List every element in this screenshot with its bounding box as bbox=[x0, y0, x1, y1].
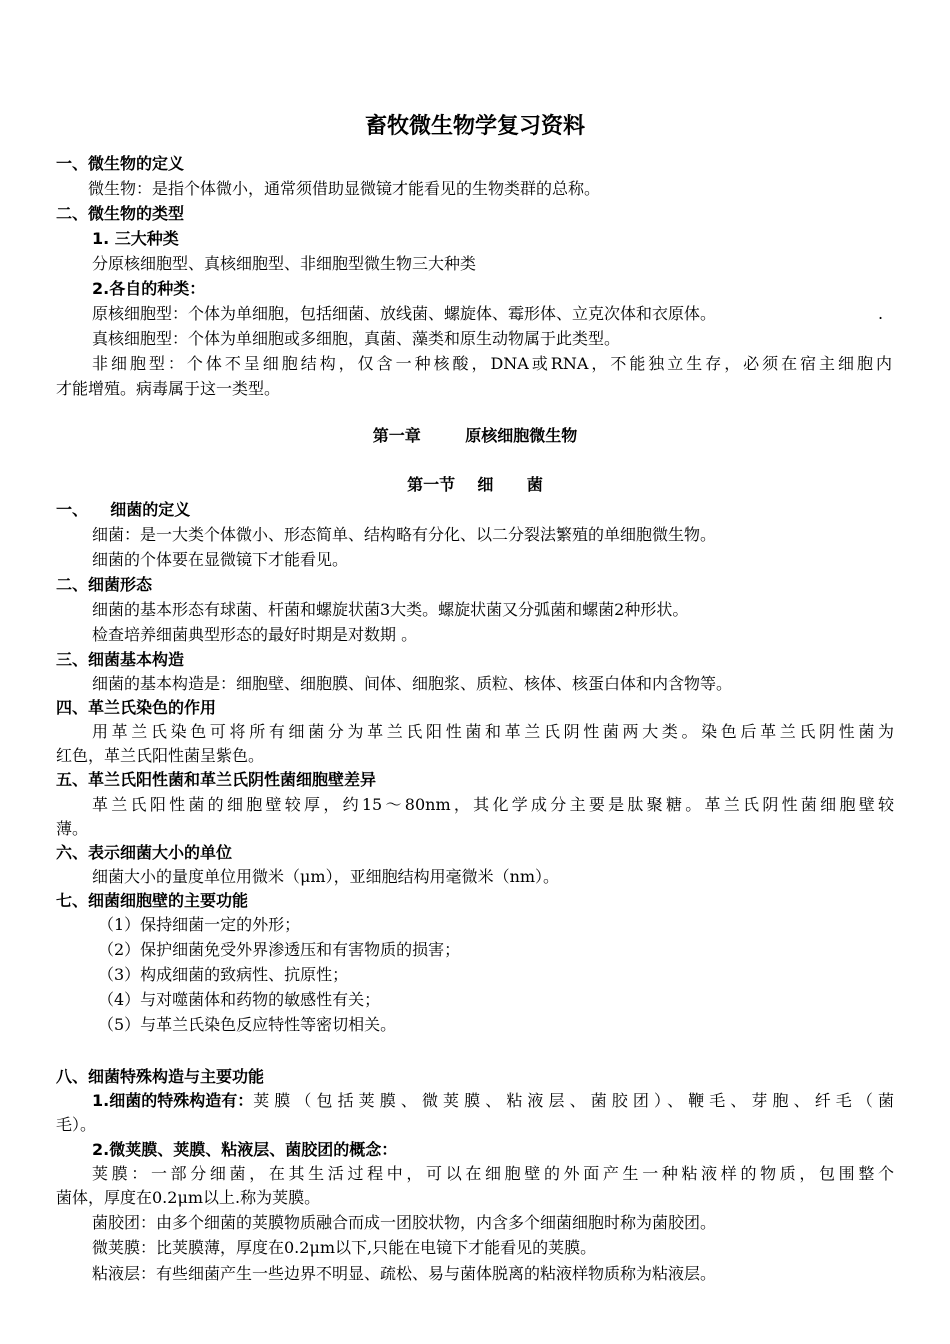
paragraph: 微生物：是指个体微小，通常须借助显微镜才能看见的生物类群的总称。 bbox=[88, 179, 601, 198]
document-title: 畜牧微生物学复习资料 bbox=[364, 114, 585, 139]
heading-special-structures: 八、细菌特殊构造与主要功能 bbox=[56, 1067, 265, 1086]
section-heading: 第一节 细 菌 bbox=[407, 475, 543, 494]
paragraph: 用革兰氏染色可将所有细菌分为革兰氏阳性菌和革兰氏阴性菌两大类。染色后革兰氏阴性菌为 bbox=[92, 722, 894, 741]
heading-microbe-definition: 一、微生物的定义 bbox=[56, 154, 185, 173]
paragraph-continued: 红色，革兰氏阳性菌呈紫色。 bbox=[56, 746, 265, 765]
paragraph-special-structures bbox=[92, 1089, 894, 1113]
list-item: （3）构成细菌的致病性、抗原性； bbox=[98, 965, 349, 984]
heading-size-units: 六、表示细菌大小的单位 bbox=[56, 843, 233, 862]
paragraph: 细菌的基本形态有球菌、杆菌和螺旋状菌3大类。螺旋状菌又分弧菌和螺菌2种形状。 bbox=[92, 600, 689, 619]
paragraph: 细菌的个体要在显微镜下才能看见。 bbox=[92, 550, 349, 569]
paragraph: 荚膜：一部分细菌，在其生活过程中，可以在细胞壁的外面产生一种粘液样的物质，包围整个 bbox=[92, 1164, 894, 1183]
paragraph: 真核细胞型：个体为单细胞或多细胞，真菌、藻类和原生动物属于此类型。 bbox=[92, 329, 621, 348]
paragraph: 分原核细胞型、真核细胞型、非细胞型微生物三大种类 bbox=[92, 254, 477, 273]
paragraph: 革兰氏阳性菌的细胞壁较厚，约15～80nm，其化学成分主要是肽聚糖。革兰氏阴性菌细胞壁较 bbox=[92, 795, 894, 814]
paragraph-continued: 才能增殖。病毒属于这一类型。 bbox=[56, 379, 281, 398]
paragraph: 非细胞型：个体不呈细胞结构，仅含一种核酸，DNA或RNA，不能独立生存，必须在宿主细胞内 bbox=[92, 354, 892, 373]
paragraph-continued: 薄。 bbox=[56, 819, 89, 838]
list-item: （4）与对噬菌体和药物的敏感性有关； bbox=[98, 990, 381, 1009]
subheading: 2.各自的种类： bbox=[92, 279, 206, 298]
paragraph: 粘液层：有些细菌产生一些边界不明显、疏松、易与菌体脱离的粘液样物质称为粘液层。 bbox=[92, 1264, 717, 1283]
chapter-heading: 第一章 原核细胞微生物 bbox=[372, 426, 578, 445]
stray-dot: . bbox=[878, 304, 884, 323]
paragraph: 细菌：是一大类个体微小、形态简单、结构略有分化、以二分裂法繁殖的单细胞微生物。 bbox=[92, 525, 717, 544]
paragraph: 微荚膜：比荚膜薄，厚度在0.2μm以下,只能在电镜下才能看见的荚膜。 bbox=[92, 1238, 597, 1257]
paragraph-continued: 毛）。 bbox=[56, 1115, 97, 1134]
subheading: 1. 三大种类 bbox=[92, 229, 179, 248]
paragraph-continued: 菌体，厚度在0.2μm以上.称为荚膜。 bbox=[56, 1188, 321, 1207]
heading-cell-wall-functions: 七、细菌细胞壁的主要功能 bbox=[56, 891, 249, 910]
list-item: （1）保持细菌一定的外形； bbox=[98, 915, 301, 934]
heading-bacteria-definition: 一、 细菌的定义 bbox=[56, 500, 191, 519]
heading-bacteria-morphology: 二、细菌形态 bbox=[56, 575, 153, 594]
paragraph: 细菌的基本构造是：细胞壁、细胞膜、间体、细胞浆、质粒、核体、核蛋白体和内含物等。 bbox=[92, 674, 733, 693]
paragraph: 细菌大小的量度单位用微米（μm），亚细胞结构用毫微米（nm）。 bbox=[92, 867, 560, 886]
paragraph-text: 荚膜（包括荚膜、微荚膜、粘液层、菌胶团）、鞭毛、芽胞、纤毛（菌 bbox=[253, 1091, 894, 1110]
heading-bacteria-structure: 三、细菌基本构造 bbox=[56, 650, 185, 669]
list-item: （2）保护细菌免受外界渗透压和有害物质的损害； bbox=[98, 940, 461, 959]
paragraph: 原核细胞型：个体为单细胞，包括细菌、放线菌、螺旋体、霉形体、立克次体和衣原体。 bbox=[92, 304, 717, 323]
heading-cell-wall-difference: 五、革兰氏阳性菌和革兰氏阴性菌细胞壁差异 bbox=[56, 770, 377, 789]
heading-gram-stain: 四、革兰氏染色的作用 bbox=[56, 698, 217, 717]
subheading-inline: 1.细菌的特殊构造有： bbox=[92, 1091, 254, 1110]
list-item: （5）与革兰氏染色反应特性等密切相关。 bbox=[98, 1015, 397, 1034]
paragraph: 菌胶团：由多个细菌的荚膜物质融合而成一团胶状物，内含多个细菌细胞时称为菌胶团。 bbox=[92, 1213, 717, 1232]
subheading: 2.微荚膜、荚膜、粘液层、菌胶团的概念： bbox=[92, 1140, 398, 1159]
paragraph: 检查培养细菌典型形态的最好时期是对数期 。 bbox=[92, 625, 418, 644]
heading-microbe-types: 二、微生物的类型 bbox=[56, 204, 185, 223]
